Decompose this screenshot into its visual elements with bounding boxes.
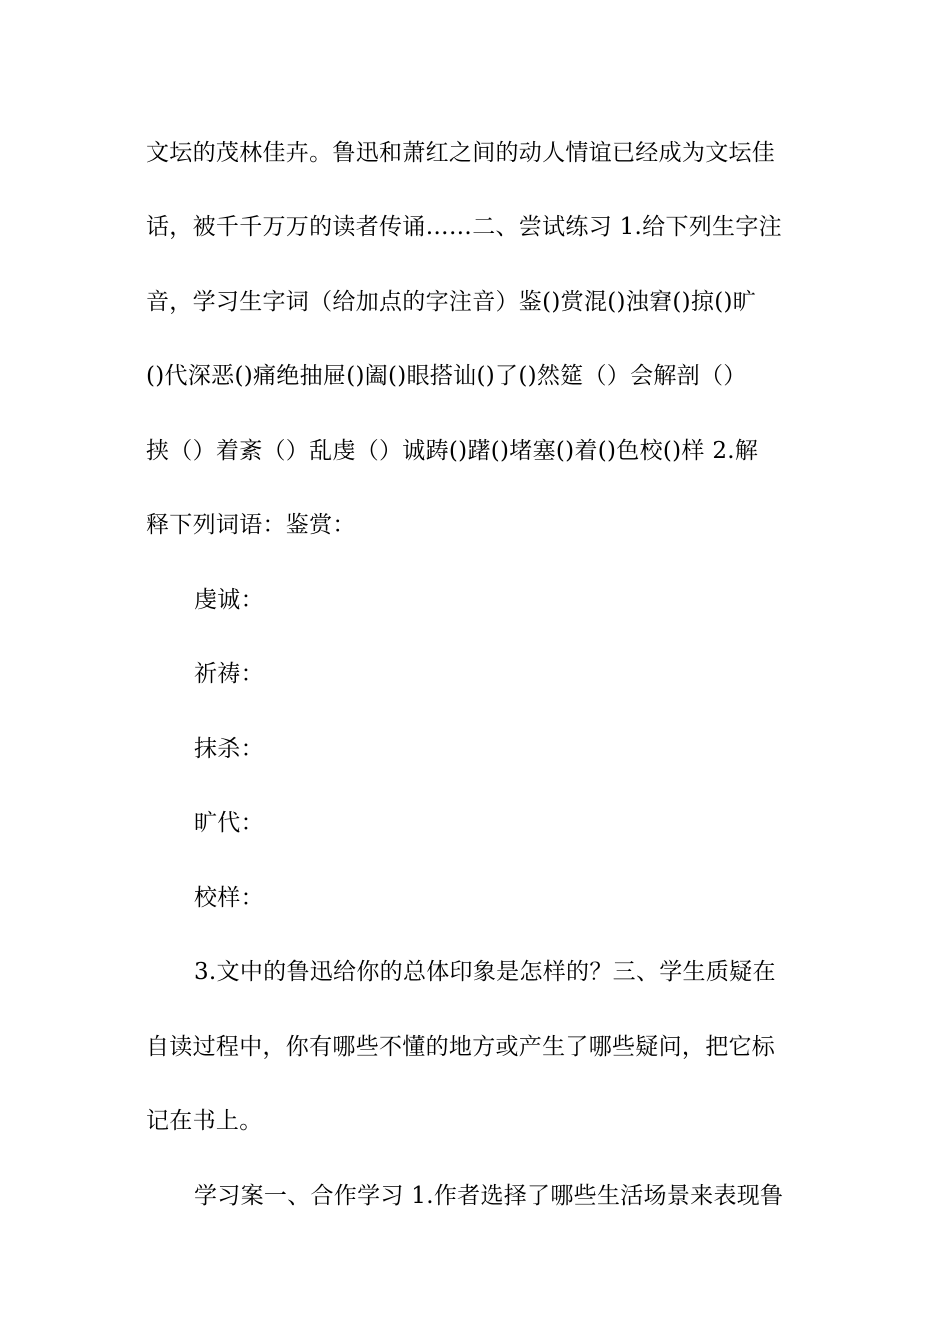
text-line-3: 音，学习生字词（给加点的字注音）鉴()赏混()浊窘()掠()旷 [146,289,757,315]
term-qidao: 祈祷： [194,661,264,687]
term-qiancheng: 虔诚： [194,587,264,613]
text-line-1: 文坛的茂林佳卉。鲁迅和萧红之间的动人情谊已经成为文坛佳 [146,140,776,166]
term-mosha: 抹杀： [194,736,264,762]
text-line-4: ()代深恶()痛绝抽屉()阖()眼搭讪()了()然筵（）会解剖（） [146,363,747,389]
text-line-study-plan: 学习案一、合作学习 1.作者选择了哪些生活场景来表现鲁 [194,1183,784,1209]
text-line-question-3: 3.文中的鲁迅给你的总体印象是怎样的？三、学生质疑在 [194,959,776,985]
term-jiaoyang: 校样： [194,885,264,911]
text-line-2: 话，被千千万万的读者传诵……二、尝试练习 1.给下列生字注 [146,214,782,240]
text-line-13: 自读过程中，你有哪些不懂的地方或产生了哪些疑问，把它标 [146,1034,776,1060]
text-line-6: 释下列词语：鉴赏： [146,512,356,538]
term-kuangdai: 旷代： [194,810,264,836]
text-line-14: 记在书上。 [146,1108,263,1134]
text-line-5: 挟（）着紊（）乱虔（）诚踌()躇()堵塞()着()色校()样 2.解 [146,438,759,464]
